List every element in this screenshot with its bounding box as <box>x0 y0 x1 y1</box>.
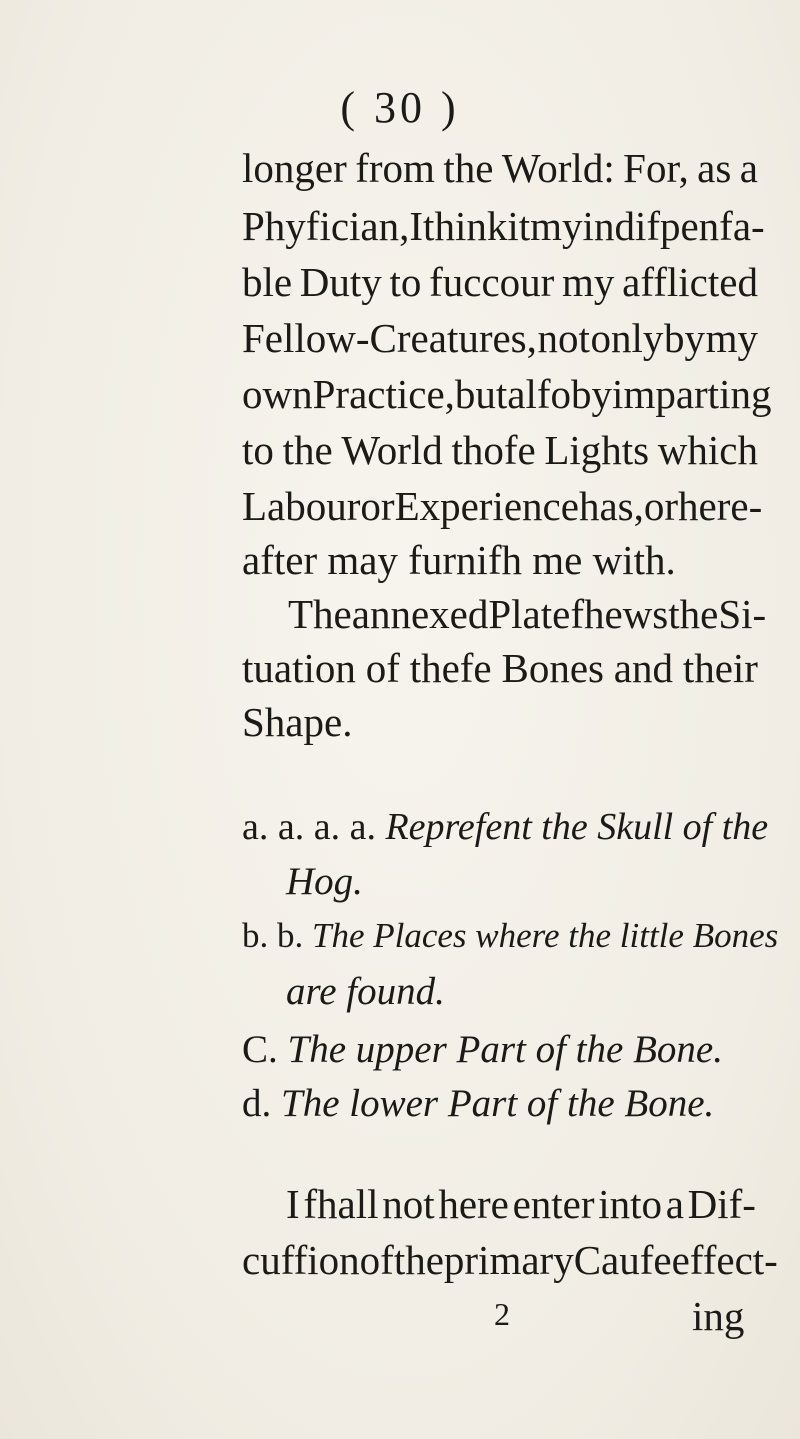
legend-item-a-cont <box>286 862 363 901</box>
text-line: Phyfician, I think it my indifpenfa- <box>242 203 765 249</box>
text-line: cuffion of the primary Caufe effect- <box>242 1237 778 1283</box>
legend-key: a. a. a. a. <box>242 806 376 848</box>
legend-item-d <box>242 1084 714 1123</box>
text-line: Shape. <box>242 699 353 745</box>
legend-desc: The lower Part of the Bone. <box>281 1082 715 1125</box>
page-number: ( 30 ) <box>340 83 460 132</box>
text-line: to the World thofe Lights which <box>242 427 758 473</box>
text-line: longer from the World: For, as a <box>242 145 758 191</box>
signature-mark: 2 <box>494 1296 510 1332</box>
text-line: ble Duty to fuccour my afflicted <box>242 259 758 305</box>
legend-key: C. <box>242 1028 278 1071</box>
legend-item-b <box>242 918 778 953</box>
catchword: ing <box>692 1293 745 1339</box>
text-line: tuation of thefe Bones and their <box>242 645 758 691</box>
text-line: I fhall not here enter into a Dif- <box>286 1181 756 1227</box>
legend-key: d. <box>242 1082 272 1125</box>
legend-item-a <box>242 808 768 846</box>
legend-desc: are found. <box>286 970 445 1013</box>
legend-desc: The Places where the little Bones <box>312 916 779 955</box>
legend-item-b-cont <box>286 972 445 1011</box>
text-line: Labour or Experience has, or here- <box>242 483 763 529</box>
legend-item-c <box>242 1030 723 1069</box>
legend-key: b. b. <box>242 916 304 955</box>
text-line: after may furnifh me with. <box>242 537 676 583</box>
text-line: The annexed Plate fhews the Si- <box>288 591 767 637</box>
legend-desc: Hog. <box>286 860 363 903</box>
legend-desc: The upper Part of the Bone. <box>287 1028 723 1071</box>
legend-desc: Reprefent the Skull of the <box>385 806 769 848</box>
text-line: Fellow-Creatures, not only by my <box>242 315 758 361</box>
text-line: own Practice, but alfo by imparting <box>242 371 772 417</box>
